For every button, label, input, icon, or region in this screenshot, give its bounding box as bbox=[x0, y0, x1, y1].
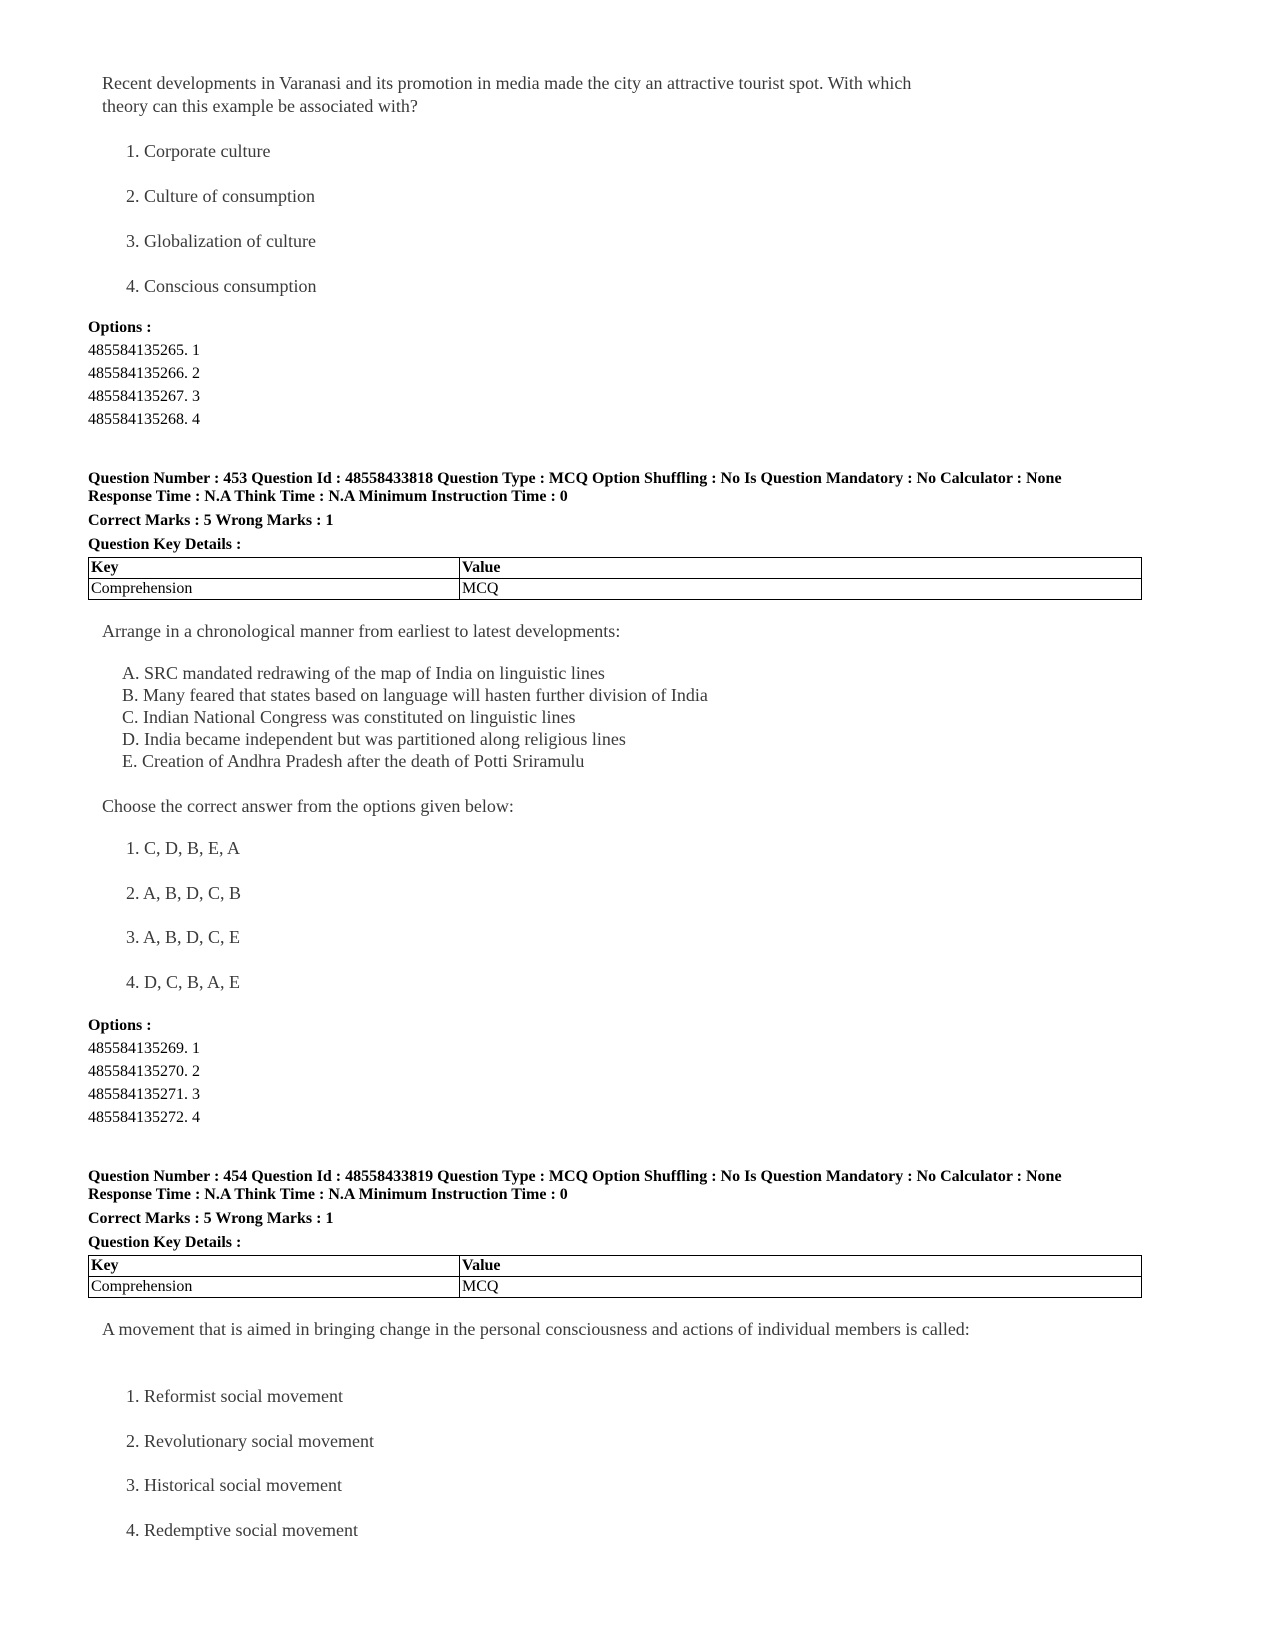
answer-choice: 2. A, B, D, C, B bbox=[126, 883, 242, 903]
option-id-list bbox=[88, 1037, 200, 1129]
options-heading: Options : bbox=[88, 1017, 152, 1034]
answer-choice: 2. Revolutionary social movement bbox=[126, 1431, 374, 1451]
table-row bbox=[89, 579, 1142, 600]
option-id: 485584135269. 1 bbox=[88, 1040, 200, 1057]
statement-list bbox=[122, 662, 708, 772]
key-details-table bbox=[88, 557, 1142, 600]
answer-choice: 3. Historical social movement bbox=[126, 1475, 342, 1495]
answer-choice: 4. D, C, B, A, E bbox=[126, 972, 241, 992]
question-stem: A movement that is aimed in bringing change in the personal consciousness and actions of individual members is called: bbox=[102, 1319, 970, 1339]
table-cell: MCQ bbox=[460, 579, 1142, 600]
question-meta-line: Response Time : N.A Think Time : N.A Minimum Instruction Time : 0 bbox=[88, 1186, 568, 1203]
table-header-cell: Key bbox=[89, 558, 460, 579]
option-id: 485584135267. 3 bbox=[88, 388, 200, 405]
answer-choice: 1. Corporate culture bbox=[126, 141, 271, 161]
key-details-heading: Question Key Details : bbox=[88, 1234, 242, 1251]
key-details-table bbox=[88, 1255, 1142, 1298]
table-cell: Comprehension bbox=[89, 579, 460, 600]
option-id-list bbox=[88, 339, 200, 431]
answer-choice: 1. C, D, B, E, A bbox=[126, 838, 241, 858]
table-row bbox=[89, 1277, 1142, 1298]
answer-choice: 1. Reformist social movement bbox=[126, 1386, 343, 1406]
option-id: 485584135265. 1 bbox=[88, 342, 200, 359]
question-stem: Arrange in a chronological manner from earliest to latest developments: bbox=[102, 621, 621, 641]
answer-choice: 4. Redemptive social movement bbox=[126, 1520, 358, 1540]
table-cell: MCQ bbox=[460, 1277, 1142, 1298]
table-header-cell: Key bbox=[89, 1256, 460, 1277]
question-meta-line: Question Number : 453 Question Id : 48558433818 Question Type : MCQ Option Shuffling : No Is Question Mandatory : No Calculator : None bbox=[88, 470, 1062, 487]
table-header-row bbox=[89, 558, 1142, 579]
option-id: 485584135270. 2 bbox=[88, 1063, 200, 1080]
option-id: 485584135271. 3 bbox=[88, 1086, 200, 1103]
marks-line: Correct Marks : 5 Wrong Marks : 1 bbox=[88, 1210, 334, 1227]
answer-choice: 2. Culture of consumption bbox=[126, 186, 315, 206]
statement-item: A. SRC mandated redrawing of the map of India on linguistic lines bbox=[122, 663, 605, 683]
table-header-cell: Value bbox=[460, 558, 1142, 579]
answer-choice: 3. Globalization of culture bbox=[126, 231, 316, 251]
statement-item: E. Creation of Andhra Pradesh after the death of Potti Sriramulu bbox=[122, 751, 585, 771]
question-meta-line: Question Number : 454 Question Id : 48558433819 Question Type : MCQ Option Shuffling : No Is Question Mandatory : No Calculator : None bbox=[88, 1168, 1062, 1185]
answer-choice: 3. A, B, D, C, E bbox=[126, 927, 241, 947]
table-cell: Comprehension bbox=[89, 1277, 460, 1298]
table-header-row bbox=[89, 1256, 1142, 1277]
marks-line: Correct Marks : 5 Wrong Marks : 1 bbox=[88, 512, 334, 529]
options-heading: Options : bbox=[88, 319, 152, 336]
key-details-heading: Question Key Details : bbox=[88, 536, 242, 553]
statement-item: D. India became independent but was partitioned along religious lines bbox=[122, 729, 626, 749]
option-id: 485584135272. 4 bbox=[88, 1109, 200, 1126]
statement-item: B. Many feared that states based on language will hasten further division of India bbox=[122, 685, 708, 705]
option-id: 485584135268. 4 bbox=[88, 411, 200, 428]
question-stem: Recent developments in Varanasi and its promotion in media made the city an attractive tourist spot. With which theory can this example be associated with? bbox=[102, 73, 912, 116]
instruction-text: Choose the correct answer from the options given below: bbox=[102, 796, 514, 816]
question-meta-line: Response Time : N.A Think Time : N.A Minimum Instruction Time : 0 bbox=[88, 488, 568, 505]
option-id: 485584135266. 2 bbox=[88, 365, 200, 382]
table-header-cell: Value bbox=[460, 1256, 1142, 1277]
answer-choice: 4. Conscious consumption bbox=[126, 276, 317, 296]
statement-item: C. Indian National Congress was constituted on linguistic lines bbox=[122, 707, 576, 727]
